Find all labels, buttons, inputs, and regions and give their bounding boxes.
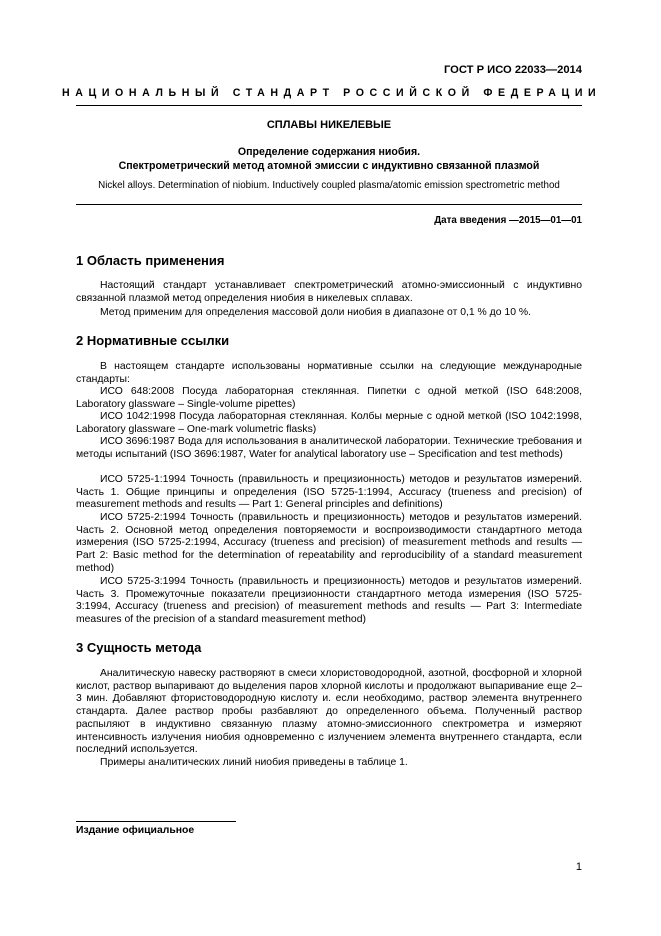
document-title: СПЛАВЫ НИКЕЛЕВЫЕ xyxy=(266,119,392,131)
subtitle-line-1: Определение содержания ниобия. xyxy=(237,146,421,158)
references-intro: В настоящем стандарте использованы нормативные ссылки на следующие международные стандарты: xyxy=(76,361,582,385)
document-subtitle xyxy=(76,145,582,173)
reference-iso-648: ИСО 648:2008 Посуда лабораторная стеклянная. Пипетки с одной меткой (ISO 648:2008, Laboratory glassware – Single-volume pipettes) xyxy=(76,386,582,410)
scope-paragraph-range: Метод применим для определения массовой доли ниобия в диапазоне от 0,1 % до 10 %. xyxy=(100,307,531,318)
scope-paragraph-primary: Настоящий стандарт устанавливает спектрометрический атомно-эмиссионный с индуктивно связанной плазмой метод определения ниобия в никелевых сплавах. xyxy=(76,280,582,304)
reference-iso-5725-1: ИСО 5725-1:1994 Точность (правильность и прецизионность) методов и результатов измерений. Часть 1. Общие принципы и определения (ISO 5725-1:1994, Accuracy (trueness and precision) of measurement methods and results — Part 1: General principles and definitions) xyxy=(76,474,582,511)
reference-iso-3696: ИСО 3696:1987 Вода для использования в аналитической лаборатории. Технические требования и методы испытаний (ISO 3696:1987, Water for analytical laboratory use – Specification and test methods) xyxy=(76,436,582,460)
section-heading: 3 Сущность метода xyxy=(76,640,202,655)
section-heading: 1 Область применения xyxy=(76,253,225,268)
official-edition-label: Издание официальное xyxy=(76,825,195,836)
reference-iso-5725-3: ИСО 5725-3:1994 Точность (правильность и прецизионность) методов и результатов измерений. Часть 3. Промежуточные показатели прецизионности стандартного метода измерения (ISO 5725-3:1994, Accuracy (trueness and precision) of measurement methods and results — Part 3: Intermediate measures of the precision of a standard measurement method) xyxy=(76,576,582,626)
method-principle-paragraph: Аналитическую навеску растворяют в смеси хлористоводородной, азотной, фосфорной и хлорной кислот, раствор выпаривают до выделения паров хлорной кислоты и продолжают выпаривание еще 2–3 мин. Добавляют фтористоводородную кислоту и. если необходимо, раствор элемента внутреннего стандарта. Далее раствор пробы разбавляют до определенного объема. Полученный раствор распыляют в индуктивно связанную плазму атомно-эмиссионного спектрометра и измеряют интенсивность излучения ниобия одновременно с излучением элемента внутреннего стандарта, если последний используется. xyxy=(76,668,582,756)
title-rule xyxy=(76,204,582,205)
section-heading: 2 Нормативные ссылки xyxy=(76,333,230,348)
national-standard-banner: НАЦИОНАЛЬНЫЙ СТАНДАРТ РОССИЙСКОЙ ФЕДЕРАЦИИ xyxy=(62,87,602,99)
subtitle-line-2: Спектрометрический метод атомной эмиссии с индуктивно связанной плазмой xyxy=(118,160,540,172)
footer-rule xyxy=(76,821,236,822)
page-number: 1 xyxy=(575,861,582,873)
gost-code: ГОСТ Р ИСО 22033—2014 xyxy=(443,64,582,76)
top-rule xyxy=(76,105,582,106)
english-title: Nickel alloys. Determination of niobium. Inductively coupled plasma/atomic emission spectrometric method xyxy=(98,180,560,191)
reference-iso-1042: ИСО 1042:1998 Посуда лабораторная стеклянная. Колбы мерные с одной меткой (ISO 1042:1998, Laboratory glassware – One-mark volumetric flasks) xyxy=(76,411,582,435)
introduction-date: Дата введения —2015—01—01 xyxy=(434,215,582,226)
method-lines-paragraph: Примеры аналитических линий ниобия приведены в таблице 1. xyxy=(100,757,408,768)
reference-iso-5725-2: ИСО 5725-2:1994 Точность (правильность и прецизионность) методов и результатов измерений. Часть 2. Основной метод определения повторяемости и воспроизводимости стандартного метода измерения (ISO 5725-2:1994, Accuracy (trueness and precision) of measurement methods and results — Part 2: Basic method for the determination of repeatability and reproducibility of a standard measurement method) xyxy=(76,512,582,574)
